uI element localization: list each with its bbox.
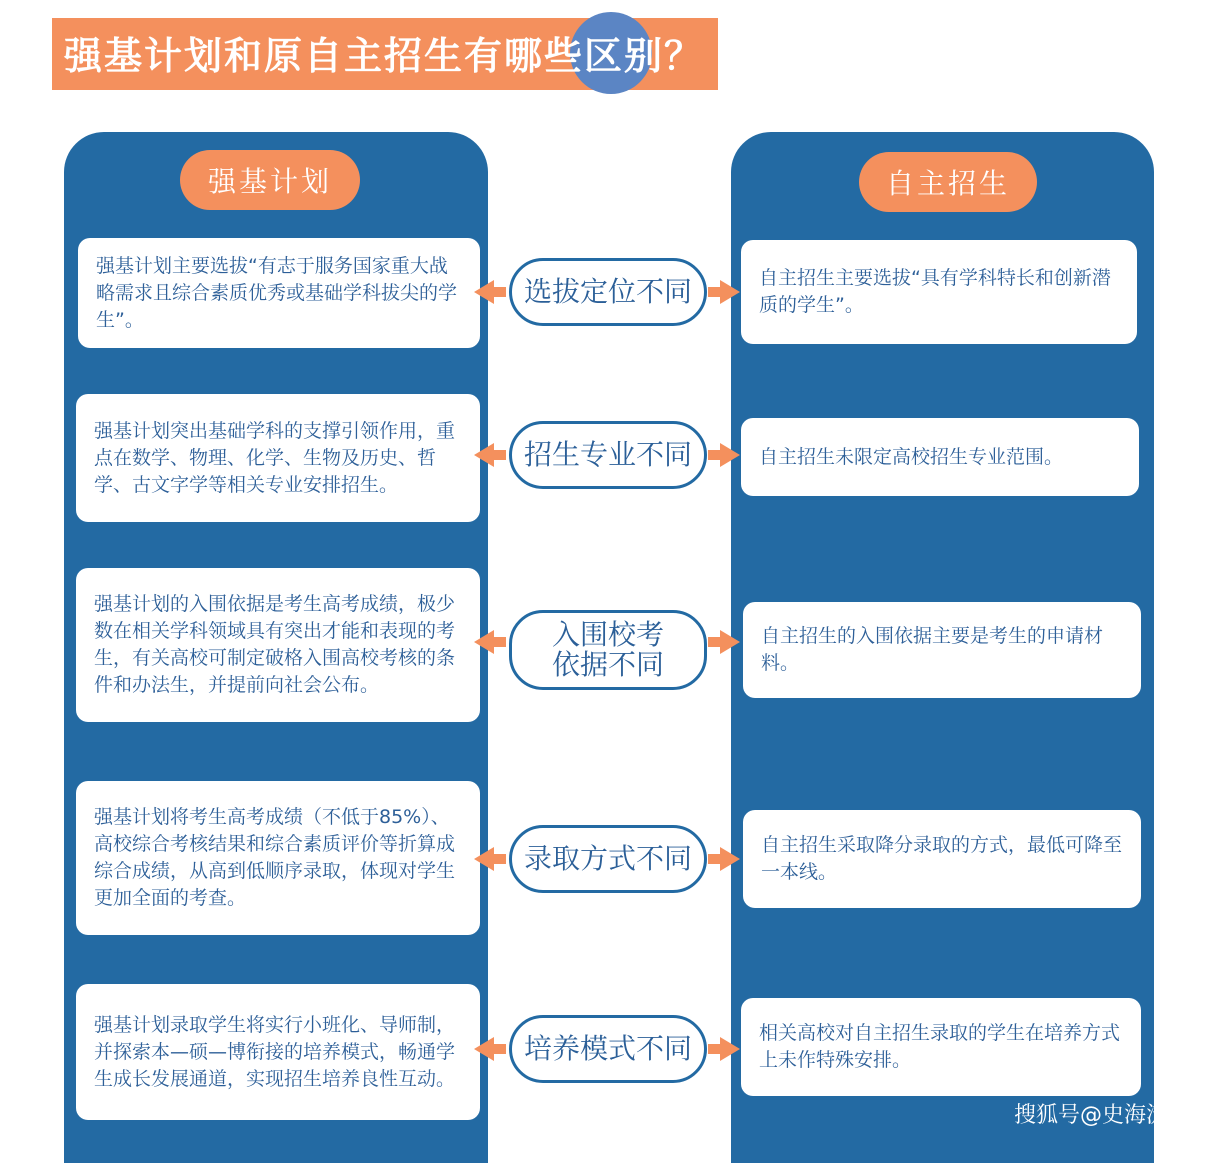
arrow-right-1 (720, 280, 740, 304)
right-box-2: 自主招生未限定高校招生专业范围。 (741, 418, 1139, 496)
left-header: 强基计划 (180, 150, 360, 210)
arrow-right-4 (720, 847, 740, 871)
arrow-right-5 (720, 1037, 740, 1061)
arrow-left-5 (474, 1037, 494, 1061)
arrow-stem-left-2 (492, 450, 506, 460)
arrow-left-2 (474, 443, 494, 467)
right-box-1: 自主招生主要选拔“具有学科特长和创新潜质的学生”。 (741, 240, 1137, 344)
arrow-right-2 (720, 443, 740, 467)
center-label-4: 录取方式不同 (509, 825, 707, 893)
left-box-5: 强基计划录取学生将实行小班化、导师制，并探索本—硕—博衔接的培养模式，畅通学生成长发展通道，实现招生培养良性互动。 (76, 984, 480, 1120)
arrow-left-4 (474, 847, 494, 871)
right-box-3: 自主招生的入围依据主要是考生的申请材料。 (743, 602, 1141, 698)
left-box-2: 强基计划突出基础学科的支撑引领作用，重点在数学、物理、化学、生物及历史、哲学、古文字学等相关专业安排招生。 (76, 394, 480, 522)
page-title: 强基计划和原自主招生有哪些区别？ (64, 34, 705, 78)
right-box-5: 相关高校对自主招生录取的学生在培养方式上未作特殊安排。 (741, 998, 1141, 1096)
center-label-1: 选拔定位不同 (509, 258, 707, 326)
arrow-right-3 (720, 630, 740, 654)
center-label-2: 招生专业不同 (509, 421, 707, 489)
arrow-stem-left-5 (492, 1044, 506, 1054)
left-box-4: 强基计划将考生高考成绩（不低于85%）、高校综合考核结果和综合素质评价等折算成综合成绩，从高到低顺序录取，体现对学生更加全面的考查。 (76, 781, 480, 935)
right-box-4: 自主招生采取降分录取的方式，最低可降至一本线。 (743, 810, 1141, 908)
center-label-5: 培养模式不同 (509, 1015, 707, 1083)
arrow-stem-left-1 (492, 287, 506, 297)
right-header: 自主招生 (859, 152, 1037, 212)
center-label-3: 入围校考依据不同 (509, 610, 707, 690)
arrow-left-1 (474, 280, 494, 304)
arrow-stem-left-3 (492, 637, 506, 647)
arrow-left-3 (474, 630, 494, 654)
left-box-3: 强基计划的入围依据是考生高考成绩，极少数在相关学科领域具有突出才能和表现的考生，有关高校可制定破格入围高校考核的条件和办法生，并提前向社会公布。 (76, 568, 480, 722)
watermark: 搜狐号@史海流年 (1013, 1103, 1190, 1128)
left-box-1: 强基计划主要选拔“有志于服务国家重大战略需求且综合素质优秀或基础学科拔尖的学生”。 (78, 238, 480, 348)
arrow-stem-left-4 (492, 854, 506, 864)
